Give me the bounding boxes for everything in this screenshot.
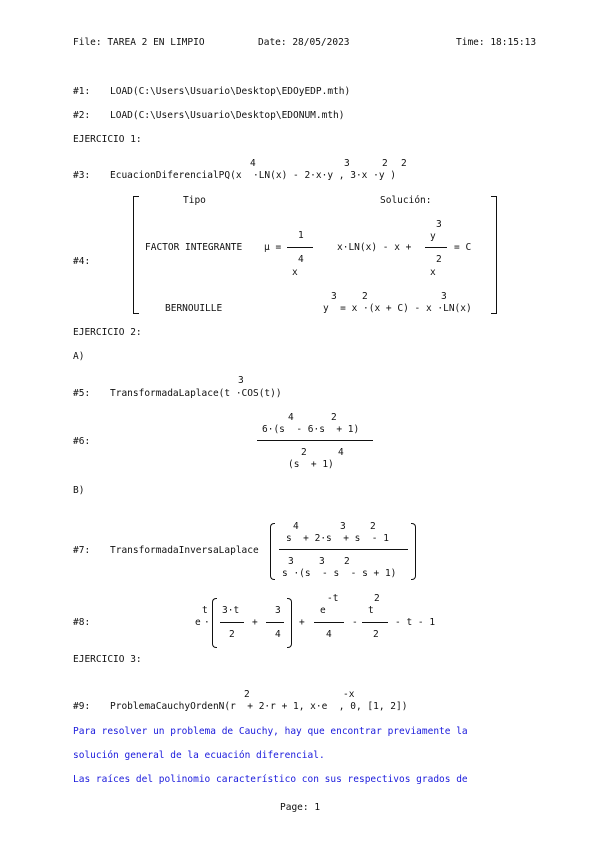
line-8-frac2-den: 4 xyxy=(275,629,281,640)
matrix-mu: μ = xyxy=(264,242,282,253)
matrix-bern-exp: 3 xyxy=(331,291,337,302)
line-8-frac3-num: e xyxy=(320,605,326,616)
line-4-label: #4: xyxy=(73,256,91,267)
line-1-text: LOAD(C:\Users\Usuario\Desktop\EDOyEDP.mth) xyxy=(110,86,351,97)
line-6-numerator: 6·(s - 6·s + 1) xyxy=(262,424,360,435)
line-8-exp-mt: -t xyxy=(327,593,339,604)
line-6-denominator: (s + 1) xyxy=(288,459,334,470)
line-5-exp: 3 xyxy=(238,375,244,386)
line-7-label: #7: xyxy=(73,545,91,556)
line-8-left-paren xyxy=(212,598,217,648)
line-6-num-exp: 2 xyxy=(331,412,337,423)
matrix-bern-exp: 3 xyxy=(441,291,447,302)
matrix-header-solucion: Solución: xyxy=(380,195,432,206)
line-8-frac3-bar xyxy=(314,622,344,623)
line-7-den-exp: 3 xyxy=(319,556,325,567)
line-3-text: EcuacionDiferencialPQ(x ·LN(x) - 2·x·y , 3·x ·y ) xyxy=(110,170,396,181)
line-1-label: #1: xyxy=(73,86,91,97)
line-8-tail: - t - 1 xyxy=(395,617,436,628)
matrix-bernouille: BERNOUILLE xyxy=(165,303,223,314)
line-8-plus: + xyxy=(299,617,305,628)
line-7-denominator: s ·(s - s - s + 1) xyxy=(282,568,397,579)
heading-ejercicio-1: EJERCICIO 1: xyxy=(73,134,142,145)
line-6-den-exp: 2 xyxy=(301,447,307,458)
line-7-right-paren xyxy=(411,523,416,580)
line-8-e: e xyxy=(195,617,201,628)
matrix-mu-den: x xyxy=(292,267,298,278)
line-8-right-paren xyxy=(287,598,292,648)
matrix-left-bracket-top xyxy=(133,196,139,197)
header-date: Date: 28/05/2023 xyxy=(258,37,350,48)
comment-line-1: Para resolver un problema de Cauchy, hay que encontrar previamente la xyxy=(73,726,468,737)
line-2-label: #2: xyxy=(73,110,91,121)
matrix-right-bracket-top xyxy=(491,196,497,197)
line-9-exp: -x xyxy=(343,689,355,700)
header-file: File: TAREA 2 EN LIMPIO xyxy=(73,37,205,48)
matrix-right-bracket-bottom xyxy=(491,313,497,314)
matrix-mu-num: 1 xyxy=(298,230,304,241)
line-8-label: #8: xyxy=(73,617,91,628)
heading-ejercicio-3: EJERCICIO 3: xyxy=(73,654,142,665)
line-8-frac2-num: 3 xyxy=(275,605,281,616)
line-3-exp: 2 xyxy=(382,158,388,169)
line-9-exp: 2 xyxy=(244,689,250,700)
matrix-y-exp: 3 xyxy=(436,219,442,230)
line-8-frac4-exp: 2 xyxy=(374,593,380,604)
line-7-function: TransformadaInversaLaplace xyxy=(110,545,259,556)
line-8-dot: · xyxy=(204,617,210,628)
line-5-label: #5: xyxy=(73,388,91,399)
line-9-text: ProblemaCauchyOrdenN(r + 2·r + 1, x·e , 0, [1, 2]) xyxy=(110,701,408,712)
line-6-den-exp: 4 xyxy=(338,447,344,458)
matrix-mu-fraction-bar xyxy=(287,247,313,248)
line-7-num-exp: 3 xyxy=(340,521,346,532)
matrix-sol-fraction-bar xyxy=(425,247,447,248)
matrix-right-bracket xyxy=(496,196,497,314)
line-8-frac4-bar xyxy=(362,622,388,623)
line-8-frac1-num: 3·t xyxy=(222,605,240,616)
line-8-frac4-num: t xyxy=(368,605,374,616)
footer-page: Page: 1 xyxy=(280,802,321,813)
header-time: Time: 18:15:13 xyxy=(456,37,537,48)
line-6-fraction-bar xyxy=(257,440,373,441)
comment-line-2: solución general de la ecuación diferencial. xyxy=(73,750,325,761)
matrix-left-bracket-bottom xyxy=(133,313,139,314)
line-9-label: #9: xyxy=(73,701,91,712)
heading-a: A) xyxy=(73,351,85,362)
matrix-mu-den-exp: 4 xyxy=(298,254,304,265)
line-7-den-exp: 2 xyxy=(344,556,350,567)
line-8-t-exp: t xyxy=(202,605,208,616)
line-8-frac3-den: 4 xyxy=(326,629,332,640)
line-8-plus: + xyxy=(252,617,258,628)
line-7-left-paren xyxy=(270,523,275,580)
line-7-fraction-bar xyxy=(279,549,408,550)
matrix-eq-c: = C xyxy=(454,242,472,253)
line-2-text: LOAD(C:\Users\Usuario\Desktop\EDONUM.mth) xyxy=(110,110,345,121)
line-3-exp: 2 xyxy=(401,158,407,169)
line-7-den-exp: 3 xyxy=(288,556,294,567)
heading-ejercicio-2: EJERCICIO 2: xyxy=(73,327,142,338)
matrix-factor-integrante: FACTOR INTEGRANTE xyxy=(145,242,243,253)
line-5-text: TransformadaLaplace(t ·COS(t)) xyxy=(110,388,282,399)
line-6-num-exp: 4 xyxy=(288,412,294,423)
line-3-exp: 3 xyxy=(344,158,350,169)
matrix-bernouille-eq: y = x ·(x + C) - x ·LN(x) xyxy=(323,303,472,314)
heading-b: B) xyxy=(73,485,85,496)
line-8-minus: - xyxy=(352,617,358,628)
matrix-x-den: x xyxy=(430,267,436,278)
matrix-header-tipo: Tipo xyxy=(183,195,206,206)
line-8-frac1-bar xyxy=(220,622,244,623)
line-7-num-exp: 4 xyxy=(293,521,299,532)
line-8-frac4-den: 2 xyxy=(373,629,379,640)
matrix-left-bracket xyxy=(133,196,134,314)
line-3-exp: 4 xyxy=(250,158,256,169)
matrix-y: y xyxy=(430,231,436,242)
matrix-solution-1: x·LN(x) - x + xyxy=(337,242,412,253)
line-6-label: #6: xyxy=(73,436,91,447)
matrix-bern-exp: 2 xyxy=(362,291,368,302)
line-3-label: #3: xyxy=(73,170,91,181)
line-8-frac2-bar xyxy=(266,622,284,623)
comment-line-3: Las raíces del polinomio característico con sus respectivos grados de xyxy=(73,774,468,785)
line-7-num-exp: 2 xyxy=(370,521,376,532)
matrix-x-exp: 2 xyxy=(436,254,442,265)
line-7-numerator: s + 2·s + s - 1 xyxy=(286,533,389,544)
line-8-frac1-den: 2 xyxy=(229,629,235,640)
